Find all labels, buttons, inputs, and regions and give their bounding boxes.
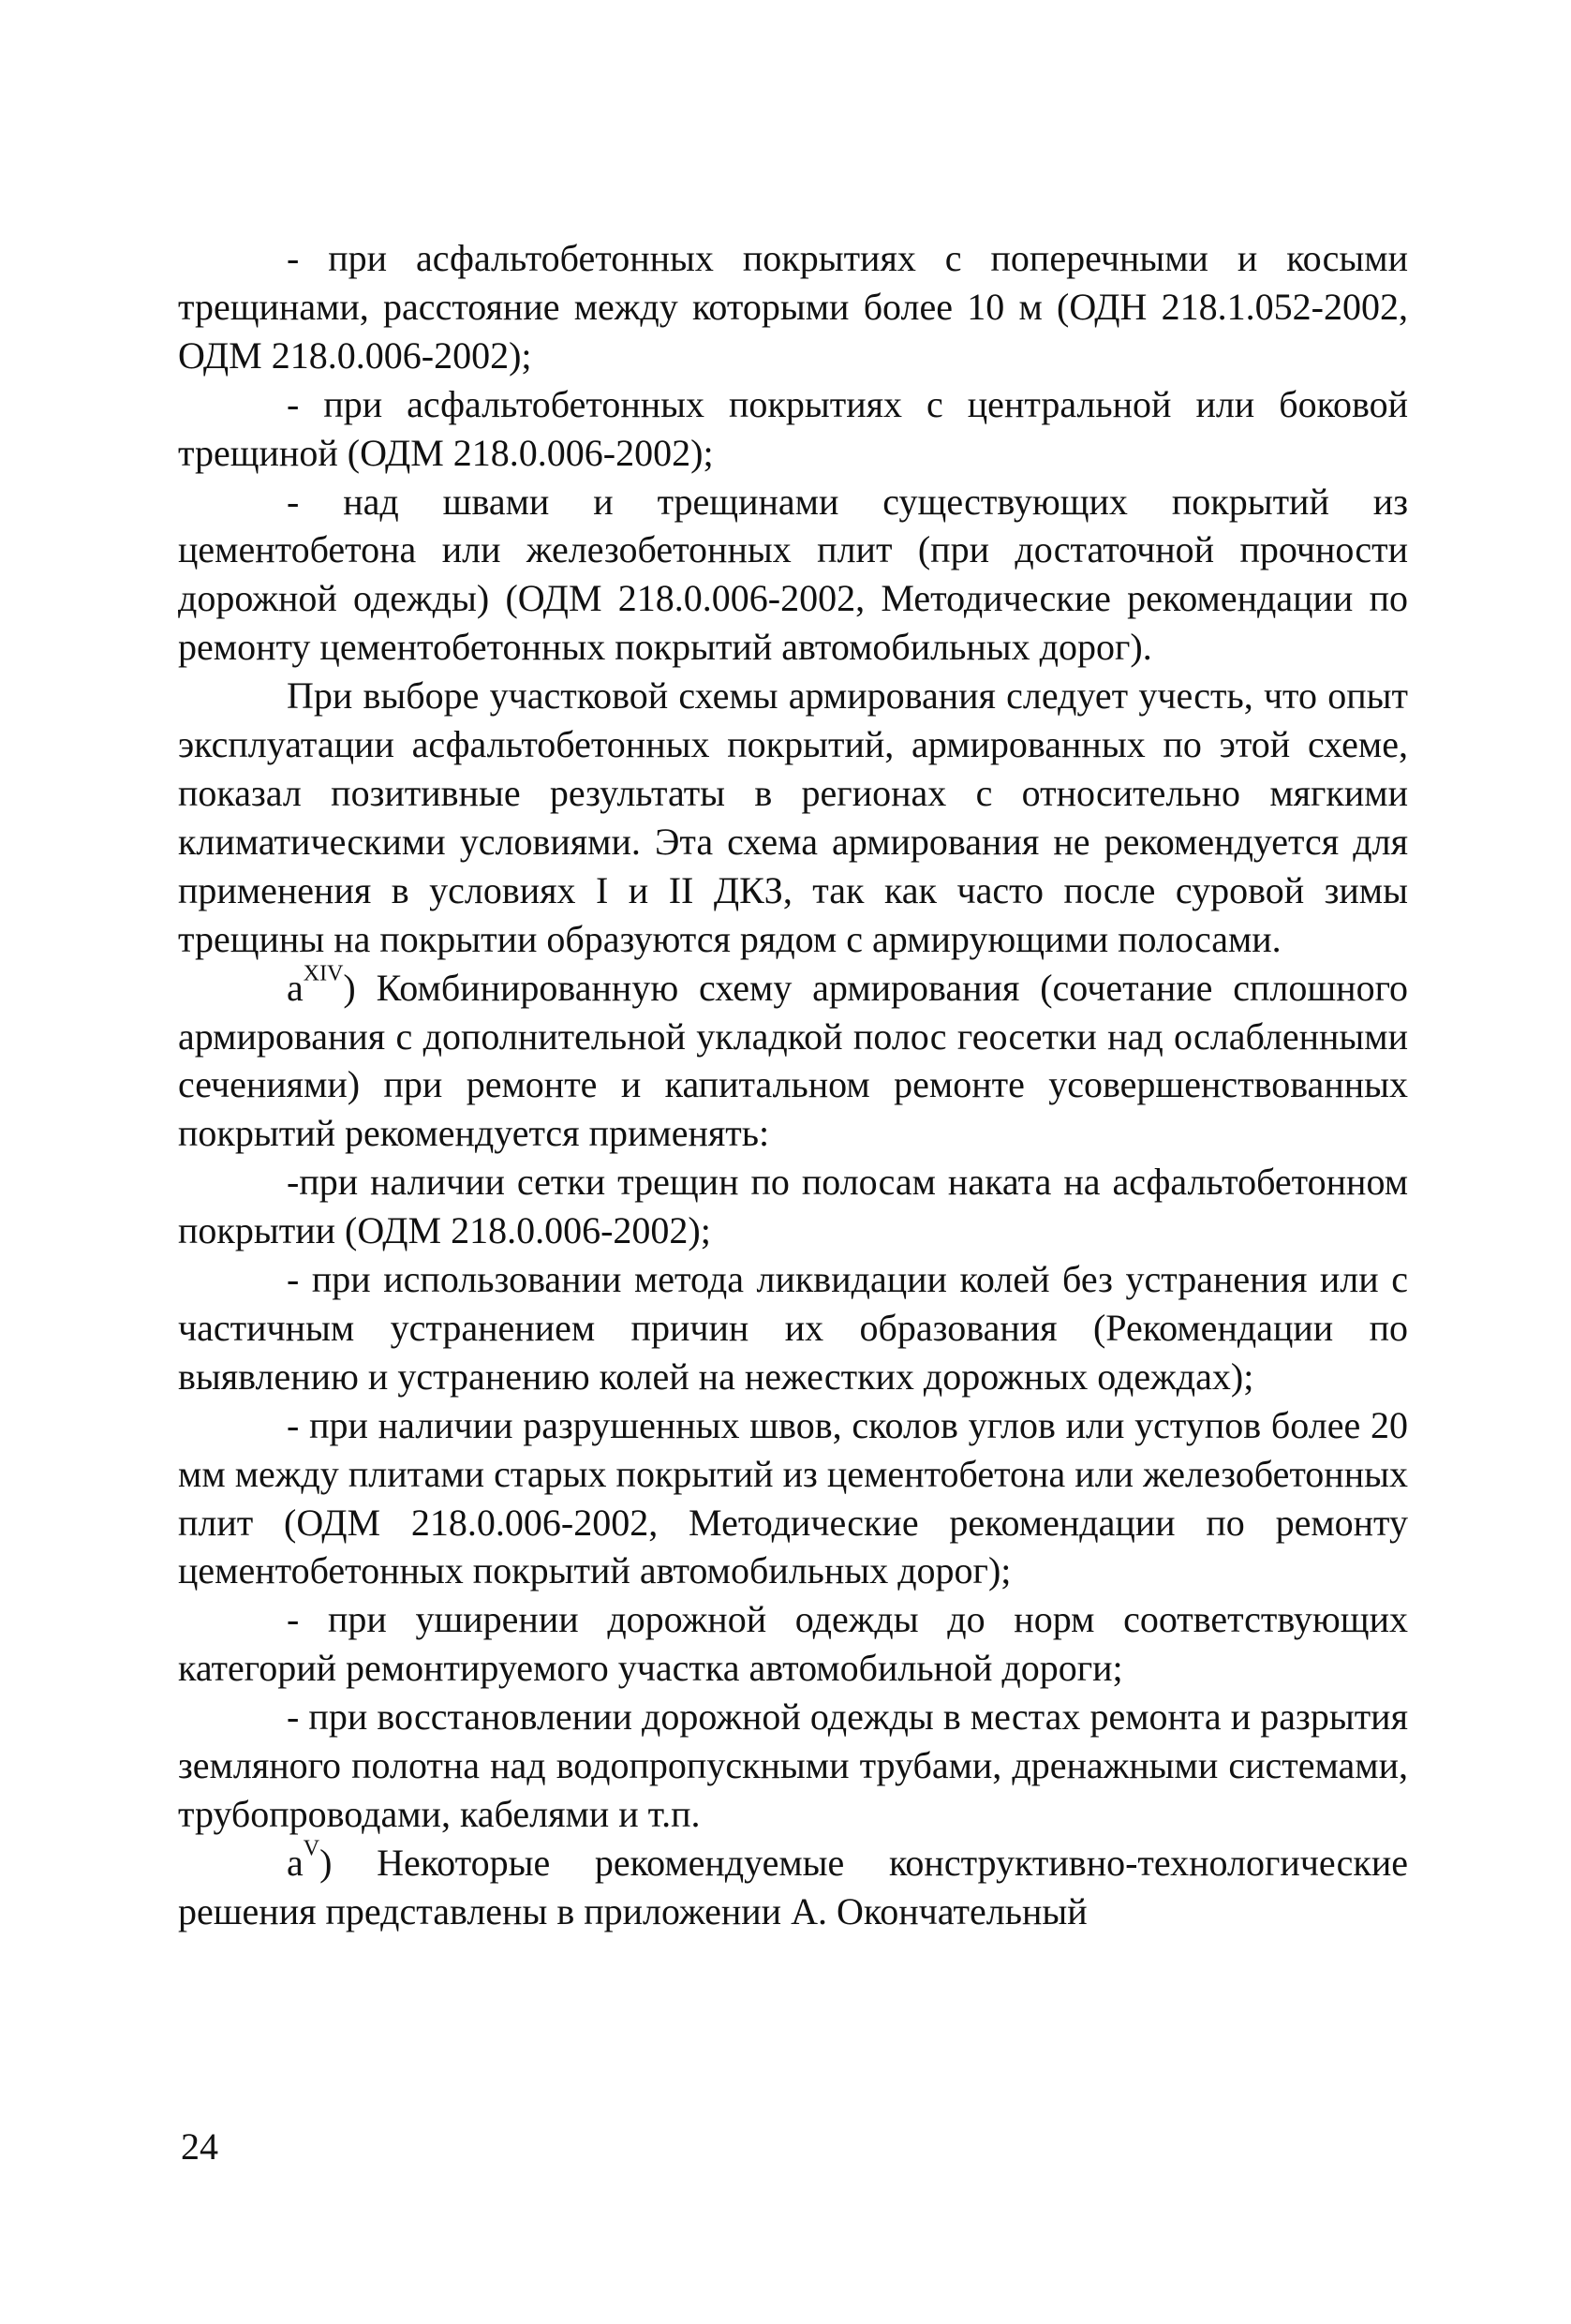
list-item-damaged-joints: - при наличии разрушенных швов, сколов углов или уступов более 20 мм между плитами старых покрытий из цементобетона или железобетонных плит (ОДМ 218.0.006-2002, Методические рекомендации по ремонту цементобетонных покрытий автомобильных дорог); [178, 1403, 1408, 1592]
item-marker: a [287, 1841, 304, 1884]
paragraph-section-scheme: При выборе участковой схемы армирования следует учесть, что опыт эксплуатации асфальтобетонных покрытий, армированных по этой схеме, показал позитивные результаты в регионах с относительно мягкими климатическими условиями. Эта схема армирования не рекомендуется для применения в условиях I и II ДКЗ, так как часто после суровой зимы трещины на покрытии образуются рядом с армирующими полосами. [178, 674, 1408, 960]
body-text [178, 234, 1408, 1936]
list-item-restoration: - при восстановлении дорожной одежды в местах ремонта и разрытия земляного полотна над водопропускными трубами, дренажными системами, трубопроводами, кабелями и т.п. [178, 1695, 1408, 1835]
item-marker-sup: XIV [303, 961, 344, 985]
item-marker: a [287, 966, 304, 1009]
paragraph-text: ) Некоторые рекомендуемые конструктивно-технологические решения представлены в приложении А. Окончательный [178, 1841, 1408, 1932]
list-item-central-crack: - при асфальтобетонных покрытиях с центральной или боковой трещиной (ОДМ 218.0.006-2002); [178, 382, 1408, 474]
list-item-rut-repair: - при использовании метода ликвидации колей без устранения или с частичным устранением причин их образования (Рекомендации по выявлению и устранению колей на нежестких дорожных одеждах); [178, 1258, 1408, 1398]
page-number: 24 [181, 2125, 218, 2168]
paragraph-combined-scheme [178, 961, 1408, 1159]
paragraph-text: ) Комбинированную схему армирования (сочетание сплошного армирования с дополнительной укладкой полос геосетки над ослабленными сечениями) при ремонте и капитальном ремонте усовершенствованных покрытий рекомендуется применять: [178, 966, 1408, 1155]
list-item-cross-cracks: - при асфальтобетонных покрытиях с поперечными и косыми трещинами, расстояние между которыми более 10 м (ОДН 218.1.052-2002, ОДМ 218.0.006-2002); [178, 237, 1408, 377]
paragraph-appendix-solutions [178, 1836, 1408, 1936]
list-item-crack-network: -при наличии сетки трещин по полосам наката на асфальтобетонном покрытии (ОДМ 218.0.006-2002); [178, 1161, 1408, 1252]
list-item-joints-concrete: - над швами и трещинами существующих покрытий из цементобетона или железобетонных плит (при достаточной прочности дорожной одежды) (ОДМ 218.0.006-2002, Методические рекомендации по ремонту цементобетонных покрытий автомобильных дорог). [178, 480, 1408, 669]
item-marker-sup: V [303, 1836, 320, 1861]
list-item-widening: - при уширении дорожной одежды до норм соответствующих категорий ремонтируемого участка автомобильной дороги; [178, 1598, 1408, 1690]
